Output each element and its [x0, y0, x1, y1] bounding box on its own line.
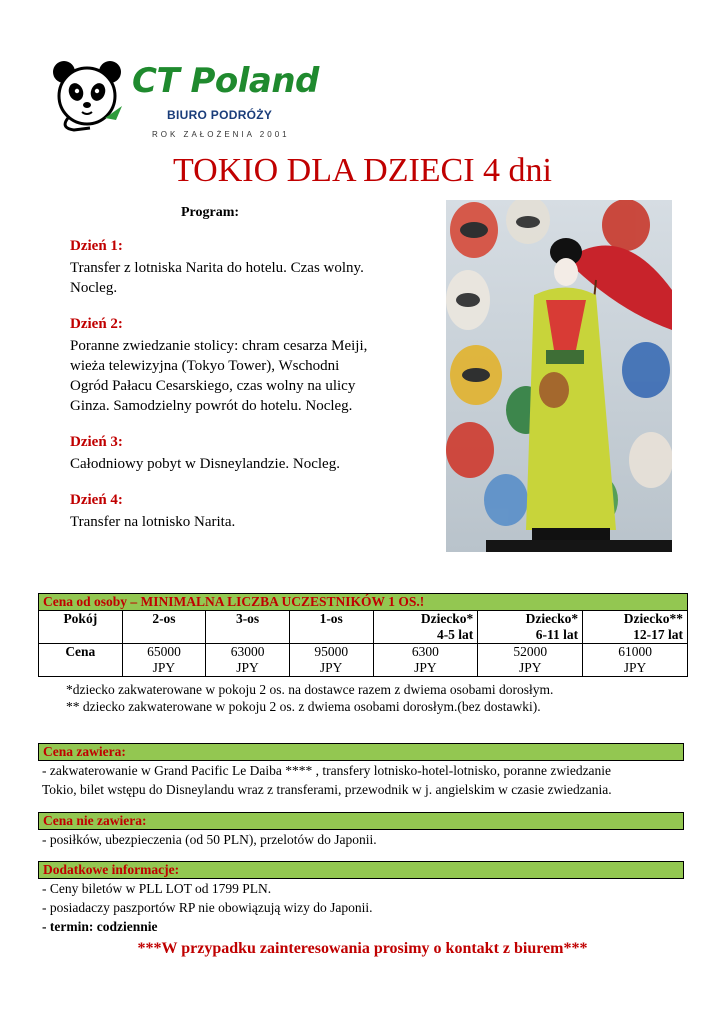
- day-label: Dzień 2:: [70, 316, 123, 332]
- price-currency: JPY: [414, 660, 437, 675]
- price-currency: JPY: [518, 660, 542, 675]
- column-header: [478, 611, 583, 644]
- additional-info-line: - Ceny biletów w PLL LOT od 1799 PLN.: [42, 881, 272, 896]
- column-header: [289, 611, 373, 644]
- column-header-text: 3-os: [235, 611, 260, 626]
- column-header: [39, 611, 123, 644]
- day-item: [70, 490, 370, 532]
- note-line: ** dziecko zakwaterowane w pokoju 2 os. z dwiema osobami dorosłym.(bez dostawki).: [66, 699, 541, 714]
- program-label: Program:: [181, 205, 240, 220]
- page-title: TOKIO DLA DZIECI 4 dni: [173, 152, 552, 189]
- price-cell: [478, 644, 583, 677]
- day-text: Całodniowy pobyt w Disneylandzie. Nocleg.: [70, 456, 340, 472]
- column-header-text: 1-os: [319, 611, 343, 626]
- price-value: 6300: [411, 644, 439, 659]
- day-text: Transfer z lotniska Narita do hotelu. Czas wolny. Nocleg.: [70, 260, 364, 296]
- price-table: [38, 593, 688, 677]
- price-table-header: Cena od osoby – MINIMALNA LICZBA UCZESTNIKÓW 1 OS.!: [39, 594, 688, 611]
- day-item: [70, 314, 370, 416]
- price-value: 95000: [314, 644, 349, 659]
- departure-term: - termin: codziennie: [42, 919, 158, 934]
- column-header-subtext: 6-11 lat: [535, 627, 579, 642]
- column-header-text: Pokój: [63, 611, 98, 626]
- price-cell: [373, 644, 478, 677]
- day-item: [70, 432, 370, 474]
- day-text: Transfer na lotnisko Narita.: [70, 514, 236, 530]
- excludes-section: [38, 812, 684, 849]
- day-label: Dzień 3:: [70, 434, 123, 450]
- panda-icon: [50, 58, 130, 138]
- column-header-text: Dziecko*: [420, 611, 474, 626]
- column-header: [206, 611, 290, 644]
- contact-callout: ***W przypadku zainteresowania prosimy o kontakt z biurem***: [137, 940, 588, 957]
- price-value: 65000: [147, 644, 181, 659]
- logo-subtitle: BIURO PODRÓŻY: [167, 108, 273, 122]
- column-header-subtext: 12-17 lat: [633, 627, 683, 642]
- price-currency: JPY: [319, 660, 343, 675]
- day-item: [70, 236, 370, 298]
- price-cell: [289, 644, 373, 677]
- table-header-row: [39, 611, 688, 644]
- logo-founded: ROK ZAŁOŻENIA 2001: [152, 130, 290, 139]
- price-value: 61000: [618, 644, 652, 659]
- includes-line: - zakwaterowanie w Grand Pacific Le Daiba **** , transfery lotnisko-hotel-lotnisko, poranne zwiedzanie: [42, 763, 612, 778]
- geisha-doll-photo: [446, 200, 672, 552]
- includes-section: [38, 743, 684, 799]
- day-label: Dzień 4:: [70, 492, 123, 508]
- day-list: [70, 236, 370, 548]
- logo-brand-name: CT Poland: [132, 61, 319, 101]
- price-value: 63000: [230, 644, 265, 659]
- note-line: *dziecko zakwaterowane w pokoju 2 os. na dostawce razem z dwiema osobami dorosłym.: [66, 682, 554, 697]
- day-text: Poranne zwiedzanie stolicy: chram cesarza Meiji, wieża telewizyjna (Tokyo Tower), Wschodni Ogród Pałacu Cesarskiego, czas wolny na ulicy Ginza. Samodzielny powrót do hotelu. Nocleg.: [70, 338, 368, 414]
- includes-line: Tokio, bilet wstępu do Disneylandu wraz z transferami, przewodnik w j. angielskim w czasie zwiedzania.: [42, 782, 612, 797]
- day-label: Dzień 1:: [70, 238, 123, 254]
- company-logo: [50, 58, 330, 148]
- price-notes: [66, 681, 553, 715]
- price-cell: [206, 644, 290, 677]
- column-header: [122, 611, 206, 644]
- additional-info-line: - posiadaczy paszportów RP nie obowiązują wizy do Japonii.: [42, 900, 373, 915]
- column-header-subtext: 4-5 lat: [436, 627, 474, 642]
- column-header-text: Dziecko**: [623, 611, 683, 626]
- column-header-text: Dziecko*: [525, 611, 579, 626]
- price-currency: JPY: [623, 660, 647, 675]
- column-header-text: 2-os: [152, 611, 176, 626]
- column-header: [583, 611, 688, 644]
- price-cell: [583, 644, 688, 677]
- additional-info-section: [38, 861, 684, 936]
- column-header: [373, 611, 478, 644]
- includes-header: Cena zawiera:: [38, 743, 684, 761]
- additional-info-header: Dodatkowe informacje:: [38, 861, 684, 879]
- price-currency: JPY: [152, 660, 176, 675]
- table-row: [39, 644, 688, 677]
- excludes-header: Cena nie zawiera:: [38, 812, 684, 830]
- price-value: 52000: [513, 644, 548, 659]
- price-cell: [122, 644, 206, 677]
- price-currency: JPY: [236, 660, 259, 675]
- row-label: Cena: [39, 644, 123, 677]
- excludes-line: - posiłków, ubezpieczenia (od 50 PLN), przelotów do Japonii.: [42, 832, 377, 847]
